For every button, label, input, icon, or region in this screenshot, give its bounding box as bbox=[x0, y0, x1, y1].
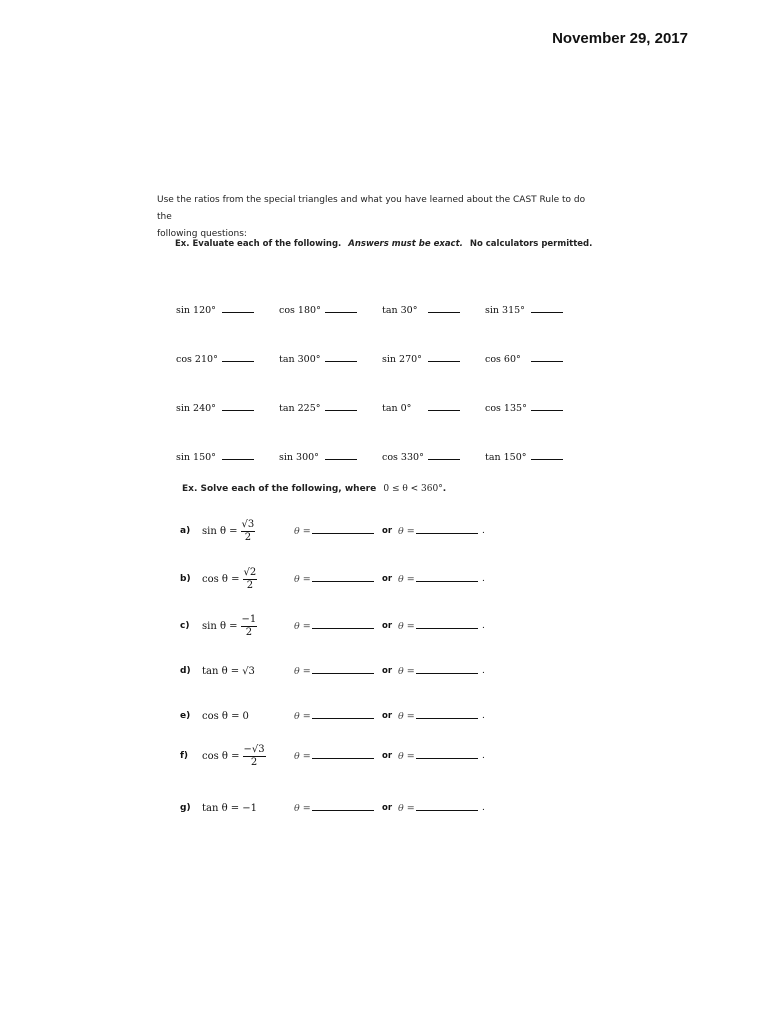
solve-item bbox=[180, 610, 485, 642]
answer-blank[interactable] bbox=[222, 361, 254, 362]
answer-blank[interactable] bbox=[325, 410, 357, 411]
theta-label: θ = bbox=[294, 620, 311, 632]
answer-blank[interactable] bbox=[428, 459, 460, 460]
equation-rhs: √3 bbox=[242, 665, 255, 677]
solve-item bbox=[180, 792, 485, 824]
theta-label: θ = bbox=[294, 710, 311, 722]
fraction-denominator: 2 bbox=[245, 626, 253, 638]
evaluate-note-2: No calculators permitted. bbox=[469, 239, 593, 249]
theta-label: θ = bbox=[398, 665, 415, 677]
period: . bbox=[482, 711, 485, 721]
answer-blank[interactable] bbox=[428, 410, 460, 411]
solve-equation bbox=[202, 711, 294, 722]
theta-label: θ = bbox=[294, 573, 311, 585]
answer-blank[interactable] bbox=[416, 673, 478, 674]
solve-label: Ex. Solve each of the following, where bbox=[182, 484, 377, 494]
evaluate-item bbox=[279, 398, 382, 414]
evaluate-expression: sin 300° bbox=[279, 452, 319, 463]
theta-label: θ = bbox=[398, 710, 415, 722]
evaluate-item bbox=[382, 300, 485, 316]
answer-blank[interactable] bbox=[531, 410, 563, 411]
answer-blank[interactable] bbox=[312, 628, 374, 629]
answer-blank[interactable] bbox=[222, 410, 254, 411]
evaluate-label: Ex. Evaluate each of the following. bbox=[175, 239, 342, 249]
evaluate-note: Answers must be exact. bbox=[348, 239, 463, 249]
solve-item-letter: g) bbox=[180, 803, 191, 813]
answer-blank[interactable] bbox=[222, 459, 254, 460]
solve-item bbox=[180, 655, 485, 687]
answer-blank[interactable] bbox=[312, 810, 374, 811]
solve-equation bbox=[202, 666, 294, 677]
or-word: or bbox=[382, 526, 393, 536]
answer-blank[interactable] bbox=[312, 581, 374, 582]
fraction-numerator: −√3 bbox=[243, 743, 265, 755]
equation-lhs: cos θ = bbox=[202, 573, 240, 585]
answer-blank[interactable] bbox=[416, 758, 478, 759]
answer-blank[interactable] bbox=[531, 361, 563, 362]
theta-label: θ = bbox=[398, 525, 415, 537]
evaluate-expression: cos 180° bbox=[279, 305, 321, 316]
answer-blank[interactable] bbox=[325, 312, 357, 313]
answer-blank[interactable] bbox=[416, 628, 478, 629]
fraction bbox=[241, 519, 256, 544]
solve-equation bbox=[202, 519, 294, 544]
solve-item bbox=[180, 563, 485, 595]
evaluate-item bbox=[176, 300, 279, 316]
answer-blank[interactable] bbox=[531, 459, 563, 460]
theta-label: θ = bbox=[398, 573, 415, 585]
theta-label: θ = bbox=[398, 620, 415, 632]
or-word: or bbox=[382, 666, 393, 676]
evaluate-item bbox=[279, 300, 382, 316]
evaluate-expression: sin 150° bbox=[176, 452, 216, 463]
evaluate-expression: cos 60° bbox=[485, 354, 521, 365]
answer-blank[interactable] bbox=[531, 312, 563, 313]
period: . bbox=[482, 803, 485, 813]
fraction-numerator: √2 bbox=[243, 566, 257, 578]
solve-item bbox=[180, 740, 485, 772]
evaluate-expression: sin 315° bbox=[485, 305, 525, 316]
fraction bbox=[241, 614, 258, 639]
answer-blank[interactable] bbox=[416, 581, 478, 582]
solve-item bbox=[180, 515, 485, 547]
answer-blank[interactable] bbox=[325, 459, 357, 460]
evaluate-item bbox=[485, 300, 588, 316]
evaluate-item bbox=[485, 349, 588, 365]
theta-label: θ = bbox=[294, 525, 311, 537]
fraction-denominator: 2 bbox=[246, 579, 254, 591]
equation-lhs: tan θ = bbox=[202, 802, 240, 814]
answer-blank[interactable] bbox=[312, 533, 374, 534]
equation-lhs: sin θ = bbox=[202, 620, 238, 632]
equation-lhs: tan θ = bbox=[202, 665, 240, 677]
evaluate-expression: sin 240° bbox=[176, 403, 216, 414]
theta-label: θ = bbox=[294, 665, 311, 677]
solve-heading-period: . bbox=[442, 484, 447, 494]
evaluate-expression: tan 0° bbox=[382, 403, 412, 414]
or-word: or bbox=[382, 621, 393, 631]
answer-blank[interactable] bbox=[312, 718, 374, 719]
equation-rhs: −1 bbox=[242, 802, 257, 814]
answer-blank[interactable] bbox=[416, 718, 478, 719]
solve-equation bbox=[202, 614, 294, 639]
solve-item-letter: d) bbox=[180, 666, 191, 676]
fraction-numerator: −1 bbox=[241, 613, 257, 625]
solve-item-letter: f) bbox=[180, 751, 189, 761]
period: . bbox=[482, 751, 485, 761]
evaluate-expression: sin 270° bbox=[382, 354, 422, 365]
answer-blank[interactable] bbox=[325, 361, 357, 362]
evaluate-item bbox=[176, 349, 279, 365]
or-word: or bbox=[382, 711, 393, 721]
equation-lhs: sin θ = bbox=[202, 525, 238, 537]
or-word: or bbox=[382, 751, 393, 761]
answer-blank[interactable] bbox=[416, 533, 478, 534]
solve-item bbox=[180, 700, 485, 732]
solve-item-letter: c) bbox=[180, 621, 190, 631]
period: . bbox=[482, 574, 485, 584]
answer-blank[interactable] bbox=[428, 361, 460, 362]
answer-blank[interactable] bbox=[222, 312, 254, 313]
evaluate-expression: tan 225° bbox=[279, 403, 321, 414]
equation-lhs: cos θ = bbox=[202, 710, 240, 722]
evaluate-item bbox=[176, 398, 279, 414]
evaluate-item bbox=[382, 447, 485, 463]
evaluate-expression: tan 150° bbox=[485, 452, 527, 463]
or-word: or bbox=[382, 574, 393, 584]
evaluate-item bbox=[382, 349, 485, 365]
evaluate-item bbox=[279, 349, 382, 365]
evaluate-expression: cos 210° bbox=[176, 354, 218, 365]
solve-heading bbox=[182, 484, 446, 494]
evaluate-expression: tan 30° bbox=[382, 305, 418, 316]
solve-item-letter: a) bbox=[180, 526, 191, 536]
evaluate-expression: cos 330° bbox=[382, 452, 424, 463]
period: . bbox=[482, 666, 485, 676]
theta-label: θ = bbox=[398, 750, 415, 762]
instructions-line-2: following questions: bbox=[157, 229, 247, 239]
theta-label: θ = bbox=[294, 802, 311, 814]
evaluate-expression: sin 120° bbox=[176, 305, 216, 316]
period: . bbox=[482, 621, 485, 631]
fraction bbox=[243, 567, 258, 592]
instructions-line-1: Use the ratios from the special triangles and what you have learned about the CAST Rule to do the bbox=[157, 195, 586, 222]
solve-item-letter: e) bbox=[180, 711, 191, 721]
equation-lhs: cos θ = bbox=[202, 750, 240, 762]
period: . bbox=[482, 526, 485, 536]
answer-blank[interactable] bbox=[416, 810, 478, 811]
fraction-numerator: √3 bbox=[241, 518, 255, 530]
fraction bbox=[243, 744, 266, 769]
evaluate-expression: tan 300° bbox=[279, 354, 321, 365]
evaluate-item bbox=[485, 398, 588, 414]
instructions bbox=[157, 192, 597, 243]
solve-equation bbox=[202, 803, 294, 814]
fraction-denominator: 2 bbox=[250, 756, 258, 768]
document-date: November 29, 2017 bbox=[552, 30, 688, 47]
evaluate-item bbox=[485, 447, 588, 463]
evaluate-heading bbox=[175, 239, 592, 249]
solve-equation bbox=[202, 567, 294, 592]
equation-rhs: 0 bbox=[242, 710, 249, 722]
solve-item-letter: b) bbox=[180, 574, 191, 584]
evaluate-expression: cos 135° bbox=[485, 403, 527, 414]
evaluate-item bbox=[279, 447, 382, 463]
evaluate-grid bbox=[176, 300, 588, 463]
answer-blank[interactable] bbox=[312, 758, 374, 759]
solve-equation bbox=[202, 744, 294, 769]
theta-label: θ = bbox=[294, 750, 311, 762]
evaluate-item bbox=[176, 447, 279, 463]
solve-condition: 0 ≤ θ < 360° bbox=[383, 484, 443, 494]
answer-blank[interactable] bbox=[312, 673, 374, 674]
evaluate-item bbox=[382, 398, 485, 414]
answer-blank[interactable] bbox=[428, 312, 460, 313]
or-word: or bbox=[382, 803, 393, 813]
theta-label: θ = bbox=[398, 802, 415, 814]
fraction-denominator: 2 bbox=[244, 531, 252, 543]
